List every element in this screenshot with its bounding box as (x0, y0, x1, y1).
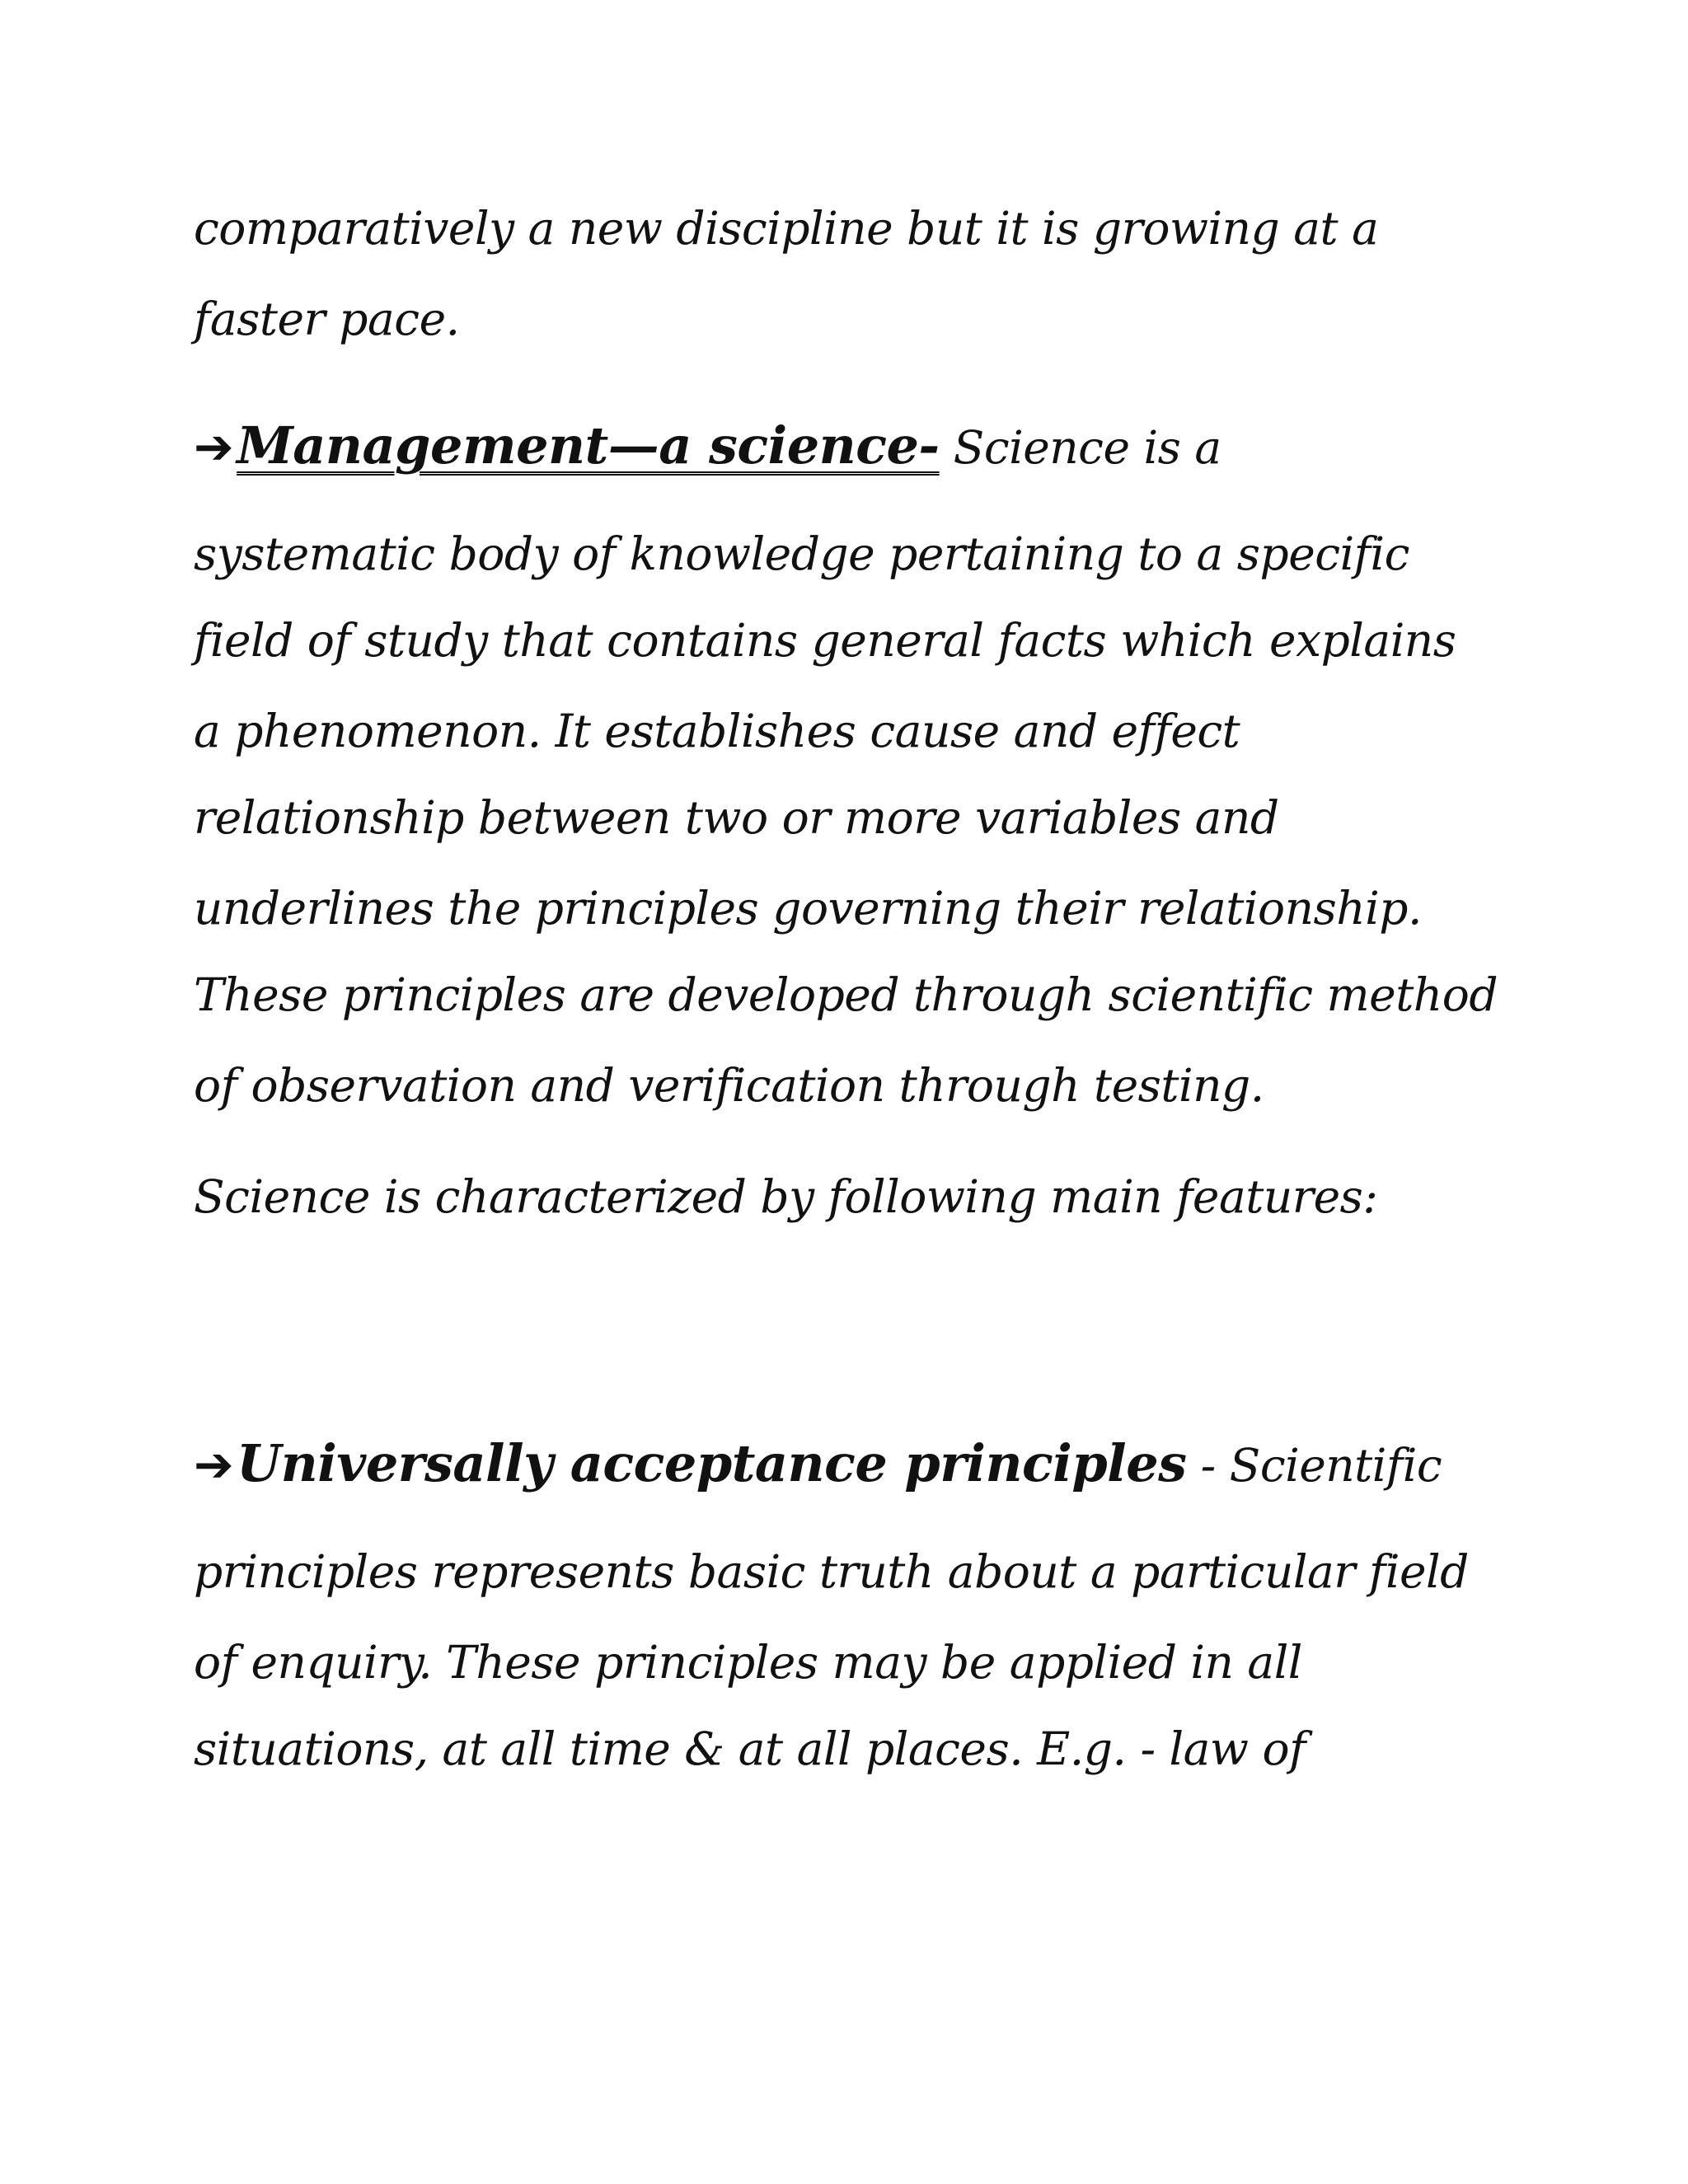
science-line-4: relationship between two or more variables and (194, 791, 1279, 844)
heading-management-science: Management—a science- (237, 415, 940, 476)
science-line-3: a phenomenon. It establishes cause and effect (194, 705, 1240, 757)
science-line-7: of observation and verification through testing. (194, 1059, 1264, 1112)
intro-line-1: comparatively a new discipline but it is growing at a (194, 202, 1379, 255)
section-heading-science (194, 415, 1221, 476)
section-heading-principles (194, 1433, 1442, 1493)
science-line-2: field of study that contains general facts which explains (194, 614, 1456, 667)
science-features-line: Science is characterized by following main features: (194, 1170, 1378, 1223)
arrow-right-icon: ➔ (194, 419, 234, 475)
heading-universally-acceptance: Universally acceptance principles (237, 1433, 1187, 1493)
principles-line-2: of enquiry. These principles may be applied in all (194, 1636, 1302, 1689)
arrow-right-icon: ➔ (194, 1436, 234, 1493)
heading-lead-text: Science is a (939, 421, 1221, 474)
intro-line-2: faster pace. (194, 293, 460, 345)
science-line-6: These principles are developed through scientific method (194, 968, 1498, 1021)
principles-line-1: principles represents basic truth about a particular field (194, 1545, 1469, 1598)
science-line-1: systematic body of knowledge pertaining to a specific (194, 527, 1409, 580)
heading-lead-text: - Scientific (1186, 1439, 1442, 1492)
principles-line-3: situations, at all time & at all places. E.g. - law of (194, 1722, 1306, 1775)
science-line-5: underlines the principles governing their relationship. (194, 882, 1422, 935)
